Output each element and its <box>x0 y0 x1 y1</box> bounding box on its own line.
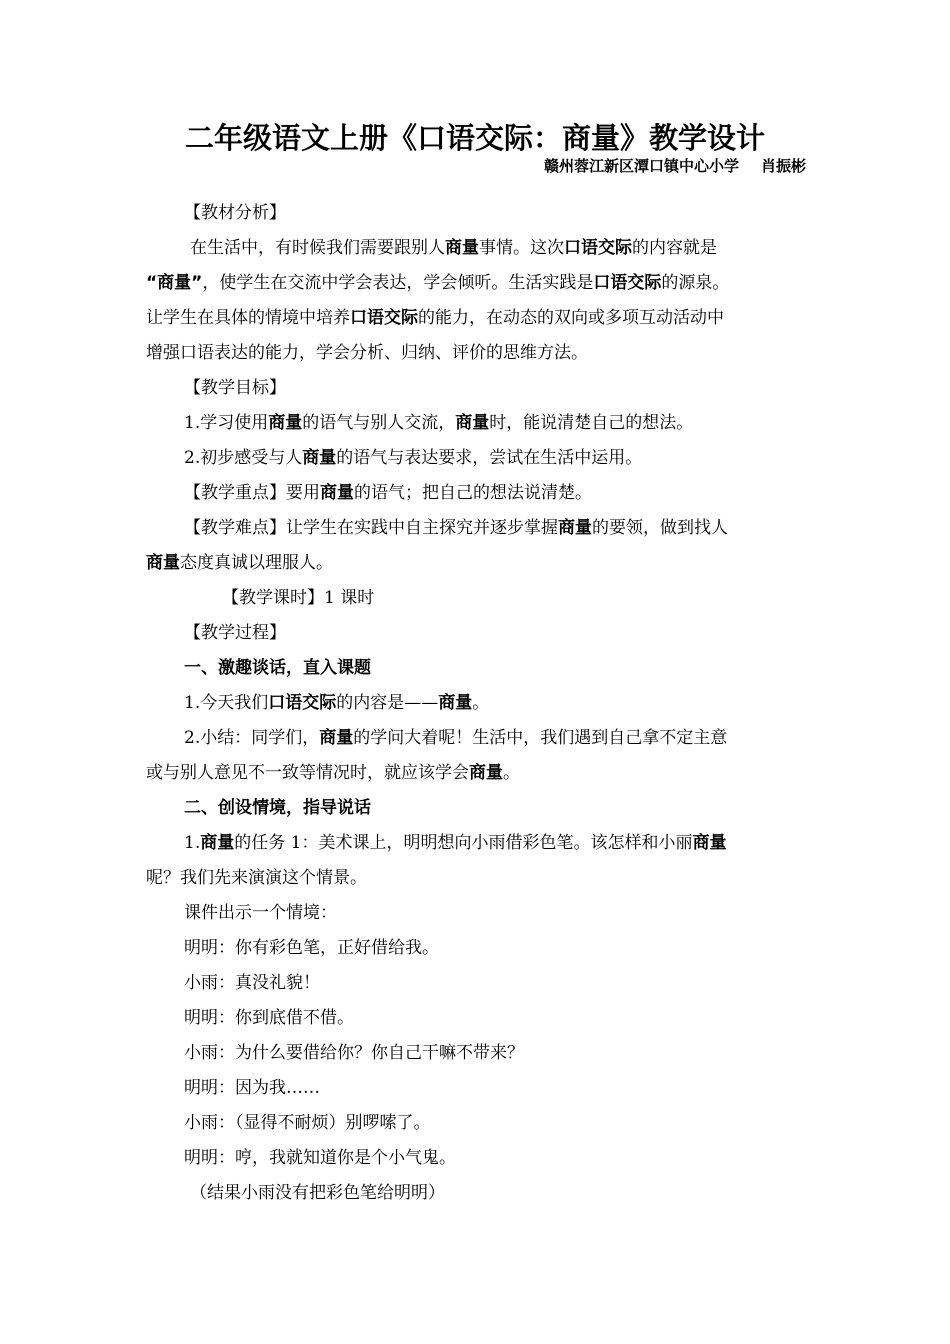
step-1-paragraph-2-cont: 或与别人意见不一致等情况时，就应该学会商量。 <box>146 763 520 783</box>
keyword: 商量 <box>146 553 180 573</box>
keyword: “商量” <box>146 273 203 293</box>
author-name: 肖振彬 <box>760 157 806 175</box>
paragraph-material-line-1: 在生活中，有时候我们需要跟别人商量事情。这次口语交际的内容就是 <box>190 238 717 258</box>
dialog-line: 小雨：（显得不耐烦）别啰嗦了。 <box>184 1113 431 1133</box>
dialog-line: 明明：你有彩色笔，正好借给我。 <box>184 938 439 958</box>
paragraph-material-line-2: “商量”，使学生在交流中学会表达，学会倾听。生活实践是口语交际的源泉。 <box>146 273 730 293</box>
dialog-line: 明明：因为我…… <box>184 1078 320 1098</box>
keyword: 商量 <box>268 413 303 433</box>
keyword: 商量 <box>445 238 479 258</box>
keyword: 口语交际 <box>268 693 337 713</box>
keyword: 商量 <box>692 833 727 853</box>
teaching-difficulty-line-1: 【教学难点】让学生在实践中自主探究并逐步掌握商量的要领，做到找人 <box>184 518 728 538</box>
step-1-title: 一、激趣谈话，直入课题 <box>184 658 371 678</box>
teaching-difficulty-line-2: 商量态度真诚以理服人。 <box>146 553 333 573</box>
keyword: 商量 <box>302 448 337 468</box>
section-heading-material: 【教材分析】 <box>184 203 286 223</box>
step-2-paragraph-1-cont: 呢？我们先来演演这个情景。 <box>146 868 367 888</box>
goal-item-1: 1.学习使用商量的语气与别人交流，商量时，能说清楚自己的想法。 <box>184 413 694 433</box>
paragraph-material-line-3: 让学生在具体的情境中培养口语交际的能力，在动态的双向或多项互动活动中 <box>146 308 724 328</box>
dialog-line: 明明：你到底借不借。 <box>184 1008 354 1028</box>
keyword: 商量 <box>320 483 354 503</box>
scene-result: （结果小雨没有把彩色笔给明明） <box>190 1183 445 1203</box>
scene-intro: 课件出示一个情境： <box>184 903 337 923</box>
keyword: 商量 <box>438 693 473 713</box>
step-2-paragraph-1: 1.商量的任务 1：美术课上，明明想向小雨借彩色笔。该怎样和小丽商量 <box>184 833 727 853</box>
dialog-line: 明明：哼，我就知道你是个小气鬼。 <box>184 1148 456 1168</box>
paragraph-material-line-4: 增强口语表达的能力，学会分析、归纳、评价的思维方法。 <box>146 343 588 363</box>
goal-item-2: 2.初步感受与人商量的语气与表达要求，尝试在生活中运用。 <box>184 448 643 468</box>
author-school: 赣州蓉江新区潭口镇中心小学 <box>543 157 739 175</box>
keyword: 商量 <box>455 413 490 433</box>
keyword: 口语交际 <box>564 238 632 258</box>
section-heading-goals: 【教学目标】 <box>184 378 286 398</box>
author-line <box>544 155 806 177</box>
teaching-hours: 【教学课时】1 课时 <box>222 588 375 608</box>
teaching-focus: 【教学重点】要用商量的语气；把自己的想法说清楚。 <box>184 483 592 503</box>
keyword: 口语交际 <box>593 273 662 293</box>
keyword: 商量 <box>319 728 354 748</box>
keyword: 口语交际 <box>350 308 418 328</box>
keyword: 商量 <box>469 763 503 783</box>
keyword: 商量 <box>200 833 235 853</box>
keyword: 商量 <box>558 518 592 538</box>
step-2-title: 二、创设情境，指导说话 <box>184 798 371 818</box>
step-1-paragraph-2: 2.小结：同学们，商量的学问大着呢！生活中，我们遇到自己拿不定主意 <box>184 728 728 748</box>
section-heading-process: 【教学过程】 <box>184 623 286 643</box>
document-title: 二年级语文上册《口语交际：商量》教学设计 <box>184 121 765 155</box>
dialog-line: 小雨：真没礼貌！ <box>184 973 320 993</box>
dialog-line: 小雨：为什么要借给你？你自己干嘛不带来？ <box>184 1043 524 1063</box>
document-body <box>146 196 806 1211</box>
step-1-paragraph-1: 1.今天我们口语交际的内容是——商量。 <box>184 693 490 713</box>
